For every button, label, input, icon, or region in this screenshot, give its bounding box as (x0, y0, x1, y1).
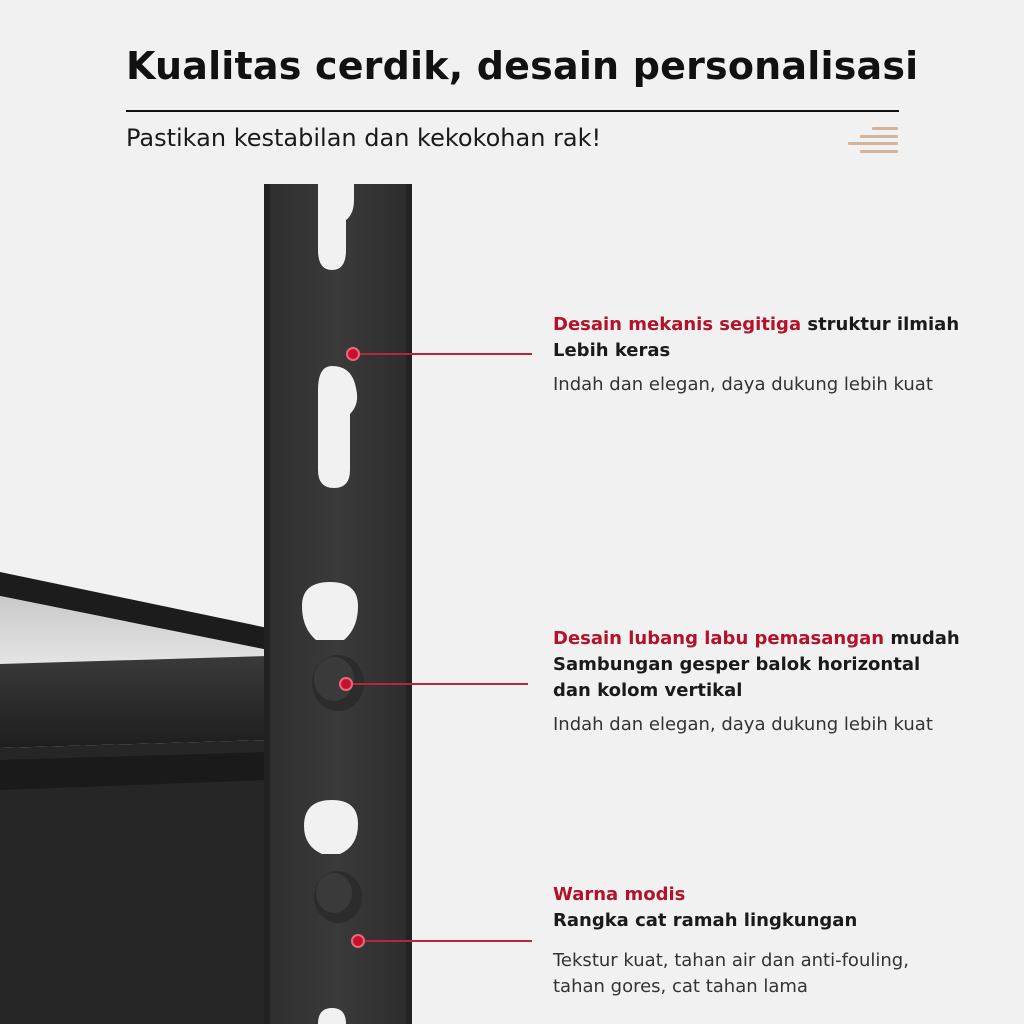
feature-heading: Desain lubang labu pemasangan mudah (553, 628, 960, 649)
feature-accent: Desain mekanis segitiga (553, 314, 802, 335)
feature-block-1 (553, 312, 993, 398)
page-subtitle: Pastikan kestabilan dan kekokohan rak! (126, 124, 602, 152)
feature-heading-line: Lebih keras (553, 340, 671, 361)
callout-dot-1 (346, 347, 360, 361)
shelf-lower (0, 740, 268, 1024)
feature-block-2 (553, 626, 993, 738)
product-photo (0, 180, 520, 1024)
callout-line-2 (350, 683, 528, 685)
feature-accent: Warna modis (553, 884, 686, 905)
feature-description: Tekstur kuat, tahan air dan anti-fouling, (553, 950, 909, 971)
feature-heading-line: dan kolom vertikal (553, 680, 743, 701)
feature-heading-line: Sambungan gesper balok horizontal (553, 654, 921, 675)
rack-upright (264, 184, 412, 1024)
callout-dot-3 (351, 934, 365, 948)
page-title: Kualitas cerdik, desain personalisasi (126, 44, 919, 88)
feature-accent: Desain lubang labu pemasangan (553, 628, 885, 649)
feature-description: Indah dan elegan, daya dukung lebih kuat (553, 374, 933, 395)
shelf-upper (0, 572, 268, 748)
title-divider (126, 110, 899, 112)
callout-line-1 (356, 353, 532, 355)
menu-icon[interactable] (848, 127, 898, 153)
feature-description: Indah dan elegan, daya dukung lebih kuat (553, 714, 933, 735)
feature-description-line: tahan gores, cat tahan lama (553, 976, 808, 997)
feature-heading: Desain mekanis segitiga struktur ilmiah (553, 314, 960, 335)
callout-dot-2 (339, 677, 353, 691)
feature-block-3 (553, 882, 993, 1000)
callout-line-3 (362, 940, 532, 942)
feature-heading-line: Rangka cat ramah lingkungan (553, 910, 858, 931)
feature-accent-line (553, 882, 993, 908)
